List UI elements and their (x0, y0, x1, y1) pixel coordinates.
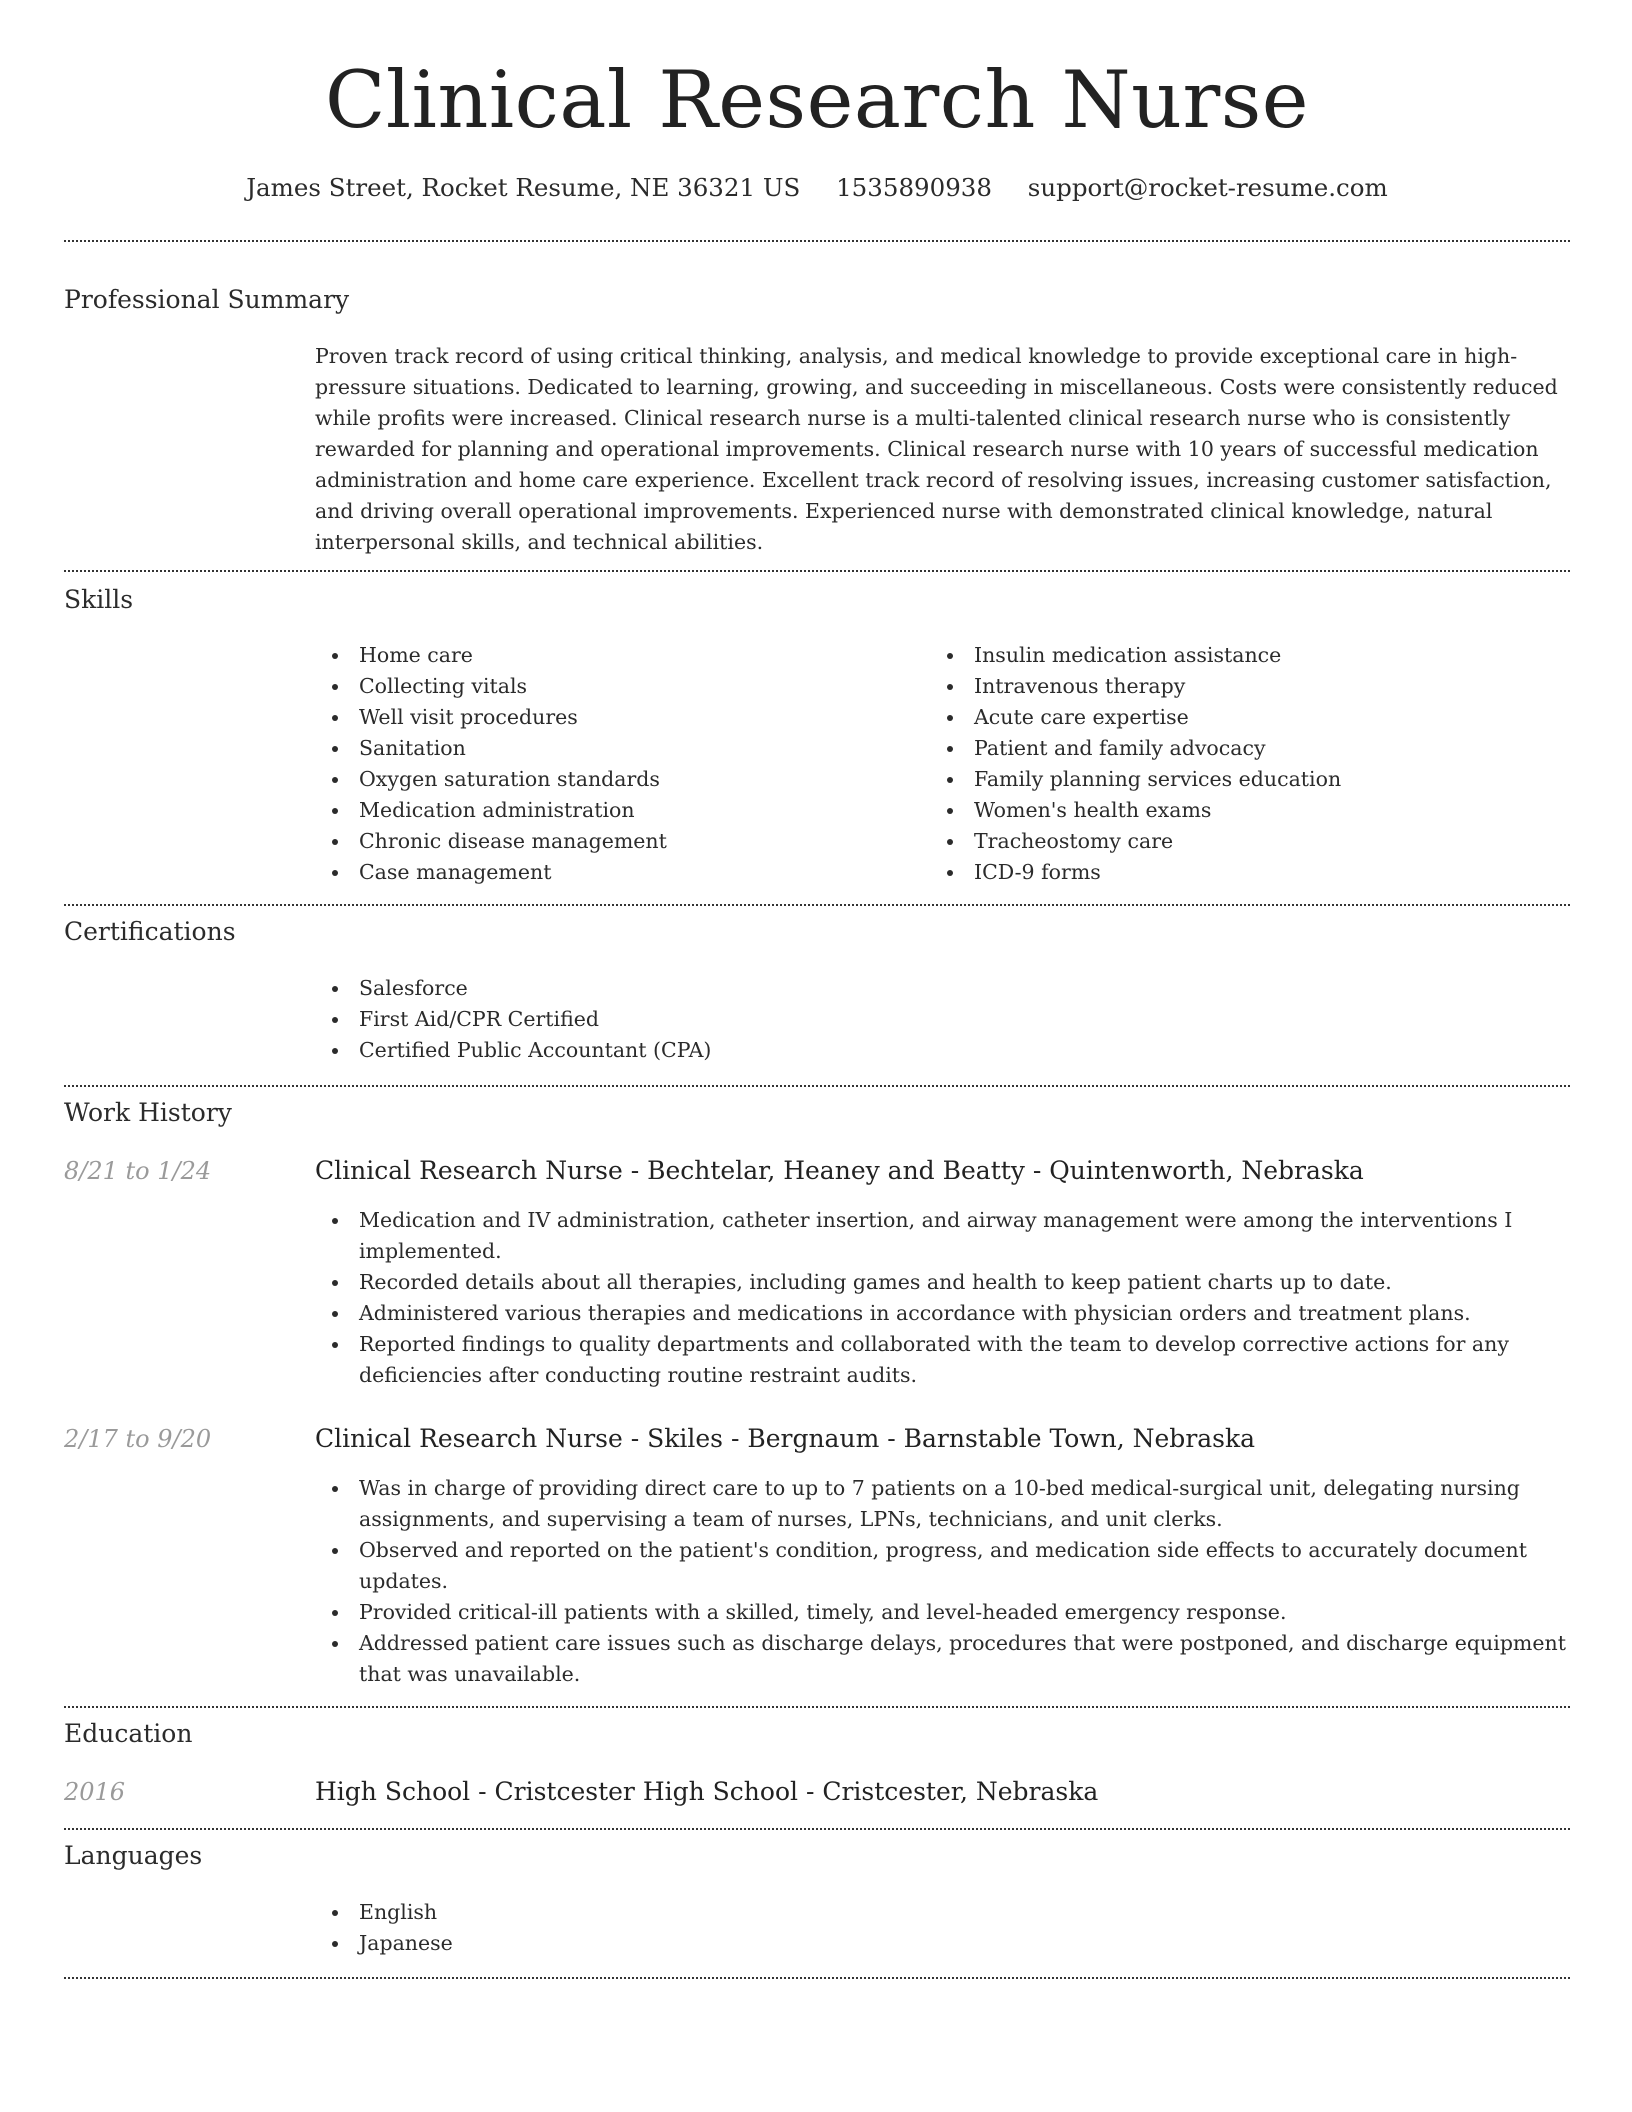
skills-list-right (930, 640, 1570, 888)
skill-item: Insulin medication assistance (930, 640, 1570, 671)
section-title-languages: Languages (64, 1841, 203, 1870)
section-title-certifications: Certifications (64, 917, 236, 946)
contact-address: James Street, Rocket Resume, NE 36321 US (246, 173, 801, 202)
divider (64, 240, 1570, 242)
resume-name: Clinical Research Nurse (324, 54, 1310, 146)
skill-item: ICD-9 forms (930, 857, 1570, 888)
education-heading: High School - Cristcester High School - Cristcester, Nebraska (315, 1777, 1099, 1806)
contact-line (64, 170, 1570, 206)
job-bullet: Administered various therapies and medications in accordance with physician orders and treatment plans. (315, 1298, 1577, 1329)
skill-item: Tracheostomy care (930, 826, 1570, 857)
skill-item: Oxygen saturation standards (315, 764, 875, 795)
job-bullet: Medication and IV administration, catheter insertion, and airway management were among the interventions I implemented. (315, 1205, 1577, 1267)
skill-item: Women's health exams (930, 795, 1570, 826)
skill-item: Intravenous therapy (930, 671, 1570, 702)
languages-list (315, 1897, 1315, 1959)
divider (64, 1828, 1570, 1830)
divider (64, 1977, 1570, 1979)
job-heading: Clinical Research Nurse - Skiles - Bergnaum - Barnstable Town, Nebraska (315, 1424, 1256, 1453)
skill-item: Home care (315, 640, 875, 671)
divider (64, 570, 1570, 572)
job-bullet: Was in charge of providing direct care to up to 7 patients on a 10-bed medical-surgical unit, delegating nursing assignments, and supervising a team of nurses, LPNs, technicians, and unit clerks. (315, 1473, 1577, 1535)
job-bullet: Reported findings to quality departments and collaborated with the team to develop corrective actions for any deficiencies after conducting routine restraint audits. (315, 1329, 1577, 1391)
certification-item: Salesforce (315, 973, 1315, 1004)
skill-item: Patient and family advocacy (930, 733, 1570, 764)
section-title-education: Education (64, 1719, 193, 1748)
contact-email: support@rocket-resume.com (1027, 173, 1388, 202)
section-title-skills: Skills (64, 585, 134, 614)
job-bullets (315, 1205, 1577, 1391)
job-bullet: Addressed patient care issues such as discharge delays, procedures that were postponed, and discharge equipment that was unavailable. (315, 1628, 1577, 1690)
job-bullet: Recorded details about all therapies, including games and health to keep patient charts up to date. (315, 1267, 1577, 1298)
language-item: English (315, 1897, 1315, 1928)
skills-list-left (315, 640, 875, 888)
job-dates: 2/17 to 9/20 (64, 1425, 212, 1453)
job-bullet: Provided critical-ill patients with a skilled, timely, and level-headed emergency response. (315, 1597, 1577, 1628)
divider (64, 1085, 1570, 1087)
job-bullet: Observed and reported on the patient's condition, progress, and medication side effects to accurately document updates. (315, 1535, 1577, 1597)
skill-item: Well visit procedures (315, 702, 875, 733)
job-bullets (315, 1473, 1577, 1690)
job-heading: Clinical Research Nurse - Bechtelar, Heaney and Beatty - Quintenworth, Nebraska (315, 1156, 1364, 1185)
skill-item: Collecting vitals (315, 671, 875, 702)
section-title-work-history: Work History (64, 1098, 232, 1127)
skill-item: Acute care expertise (930, 702, 1570, 733)
certifications-list (315, 973, 1315, 1066)
skill-item: Family planning services education (930, 764, 1570, 795)
divider (64, 904, 1570, 906)
certification-item: Certified Public Accountant (CPA) (315, 1035, 1315, 1066)
education-year: 2016 (64, 1778, 126, 1806)
summary-text: Proven track record of using critical thinking, analysis, and medical knowledge to provide exceptional care in high-pressure situations. Dedicated to learning, growing, and succeeding in miscellaneous. Costs were consistently reduced while profits were increased. Clinical research nurse is a multi-talented clinical research nurse who is consistently rewarded for planning and operational improvements. Clinical research nurse with 10 years of successful medication administration and home care experience. Excellent track record of resolving issues, increasing customer satisfaction, and driving overall operational improvements. Experienced nurse with demonstrated clinical knowledge, natural interpersonal skills, and technical abilities. (315, 344, 1558, 554)
section-title-summary: Professional Summary (64, 285, 350, 314)
skill-item: Case management (315, 857, 875, 888)
certification-item: First Aid/CPR Certified (315, 1004, 1315, 1035)
contact-phone: 1535890938 (836, 173, 992, 202)
skill-item: Chronic disease management (315, 826, 875, 857)
job-dates: 8/21 to 1/24 (64, 1157, 212, 1185)
language-item: Japanese (315, 1928, 1315, 1959)
divider (64, 1706, 1570, 1708)
skill-item: Sanitation (315, 733, 875, 764)
skill-item: Medication administration (315, 795, 875, 826)
